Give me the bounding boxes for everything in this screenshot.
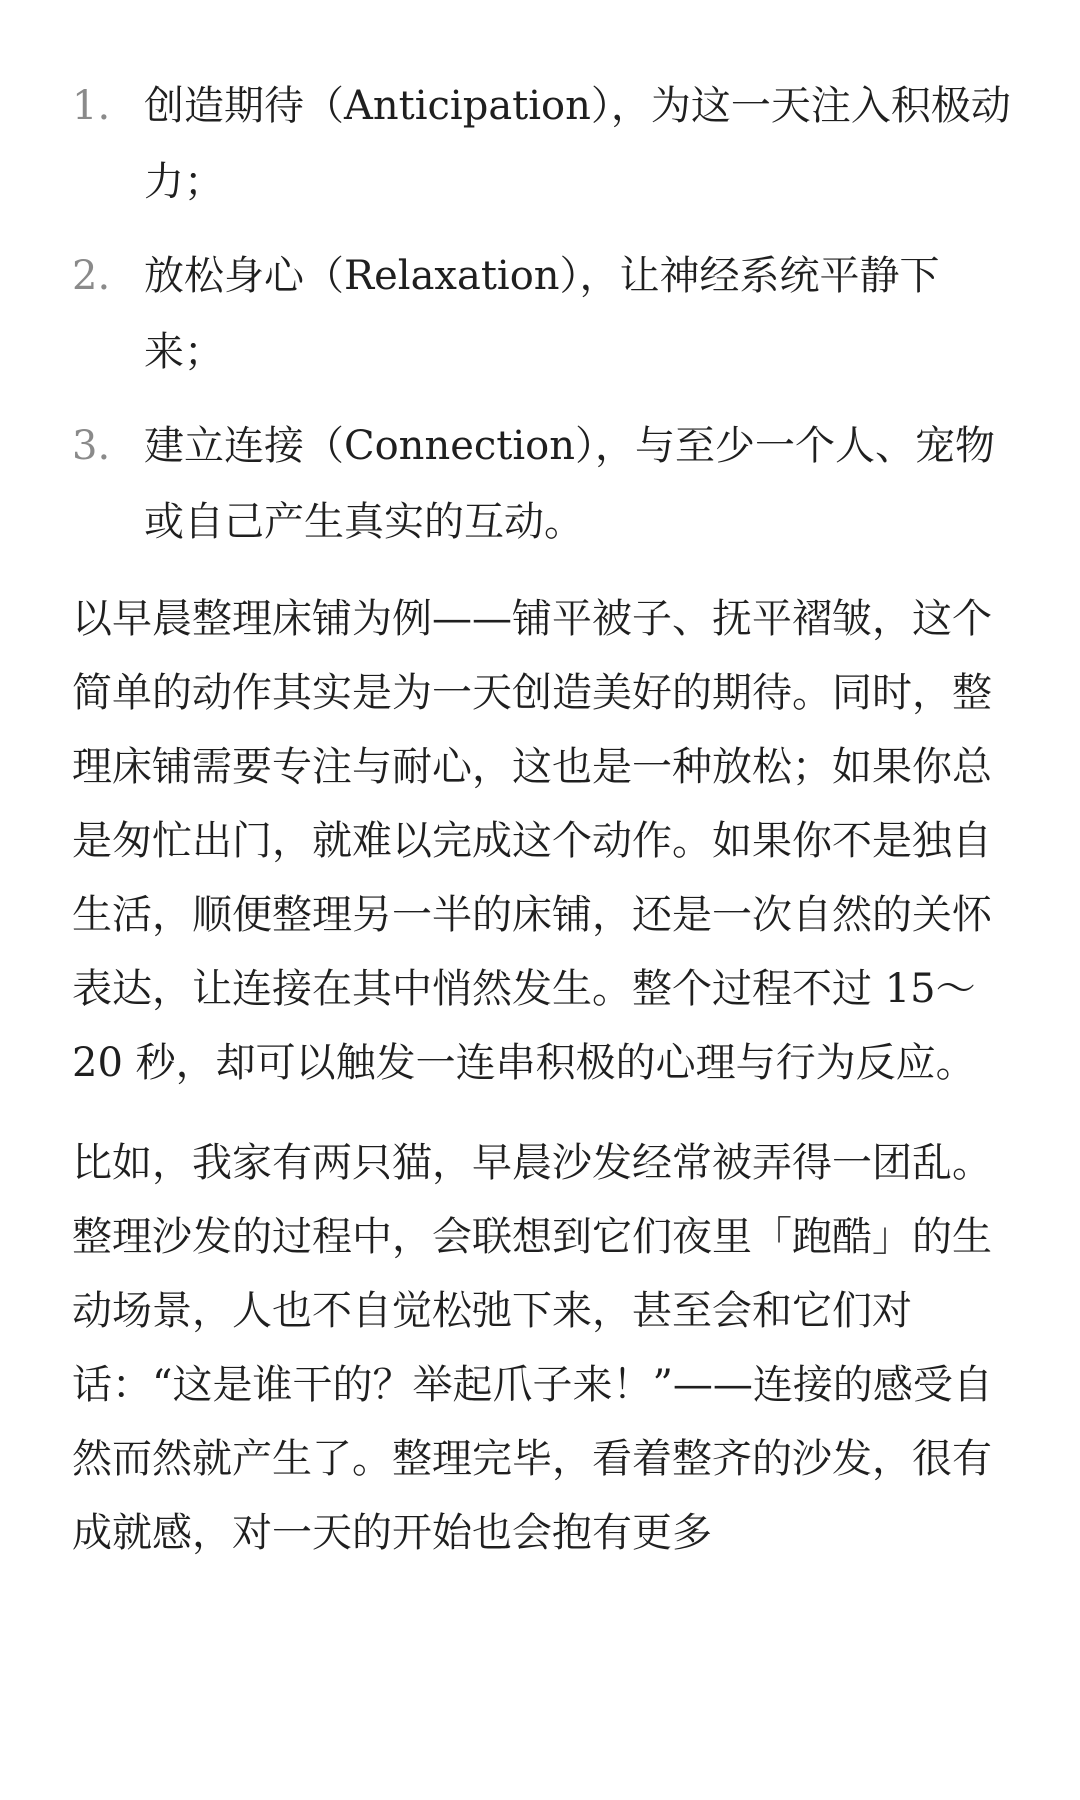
list-item-number: 2. (72, 253, 111, 299)
numbered-list (72, 68, 1017, 560)
list-item-text: 放松身心（Relaxation），让神经系统平静下来； (144, 253, 940, 375)
list-item-number: 3. (72, 423, 111, 469)
list-item-text: 建立连接（Connection），与至少一个人、宠物或自己产生真实的互动。 (144, 423, 995, 545)
article-body (72, 68, 1017, 1570)
list-item-text: 创造期待（Anticipation），为这一天注入积极动力； (144, 83, 1011, 205)
list-item (72, 68, 1017, 220)
list-item (72, 238, 1017, 390)
paragraph-cats-sofa: 比如，我家有两只猫，早晨沙发经常被弄得一团乱。整理沙发的过程中，会联想到它们夜里「跑酷」的生动场景，人也不自觉松弛下来，甚至会和它们对话：“这是谁干的？举起爪子来！”——连接的感受自然而然就产生了。整理完毕，看着整齐的沙发，很有成就感，对一天的开始也会抱有更多 (72, 1140, 993, 1556)
list-item (72, 408, 1017, 560)
list-item-number: 1. (72, 83, 111, 129)
paragraph-bed-making: 以早晨整理床铺为例——铺平被子、抚平褶皱，这个简单的动作其实是为一天创造美好的期待。同时，整理床铺需要专注与耐心，这也是一种放松；如果你总是匆忙出门，就难以完成这个动作。如果你不是独自生活，顺便整理另一半的床铺，还是一次自然的关怀表达，让连接在其中悄然发生。整个过程不过 15～20 秒，却可以触发一连串积极的心理与行为反应。 (72, 596, 992, 1086)
